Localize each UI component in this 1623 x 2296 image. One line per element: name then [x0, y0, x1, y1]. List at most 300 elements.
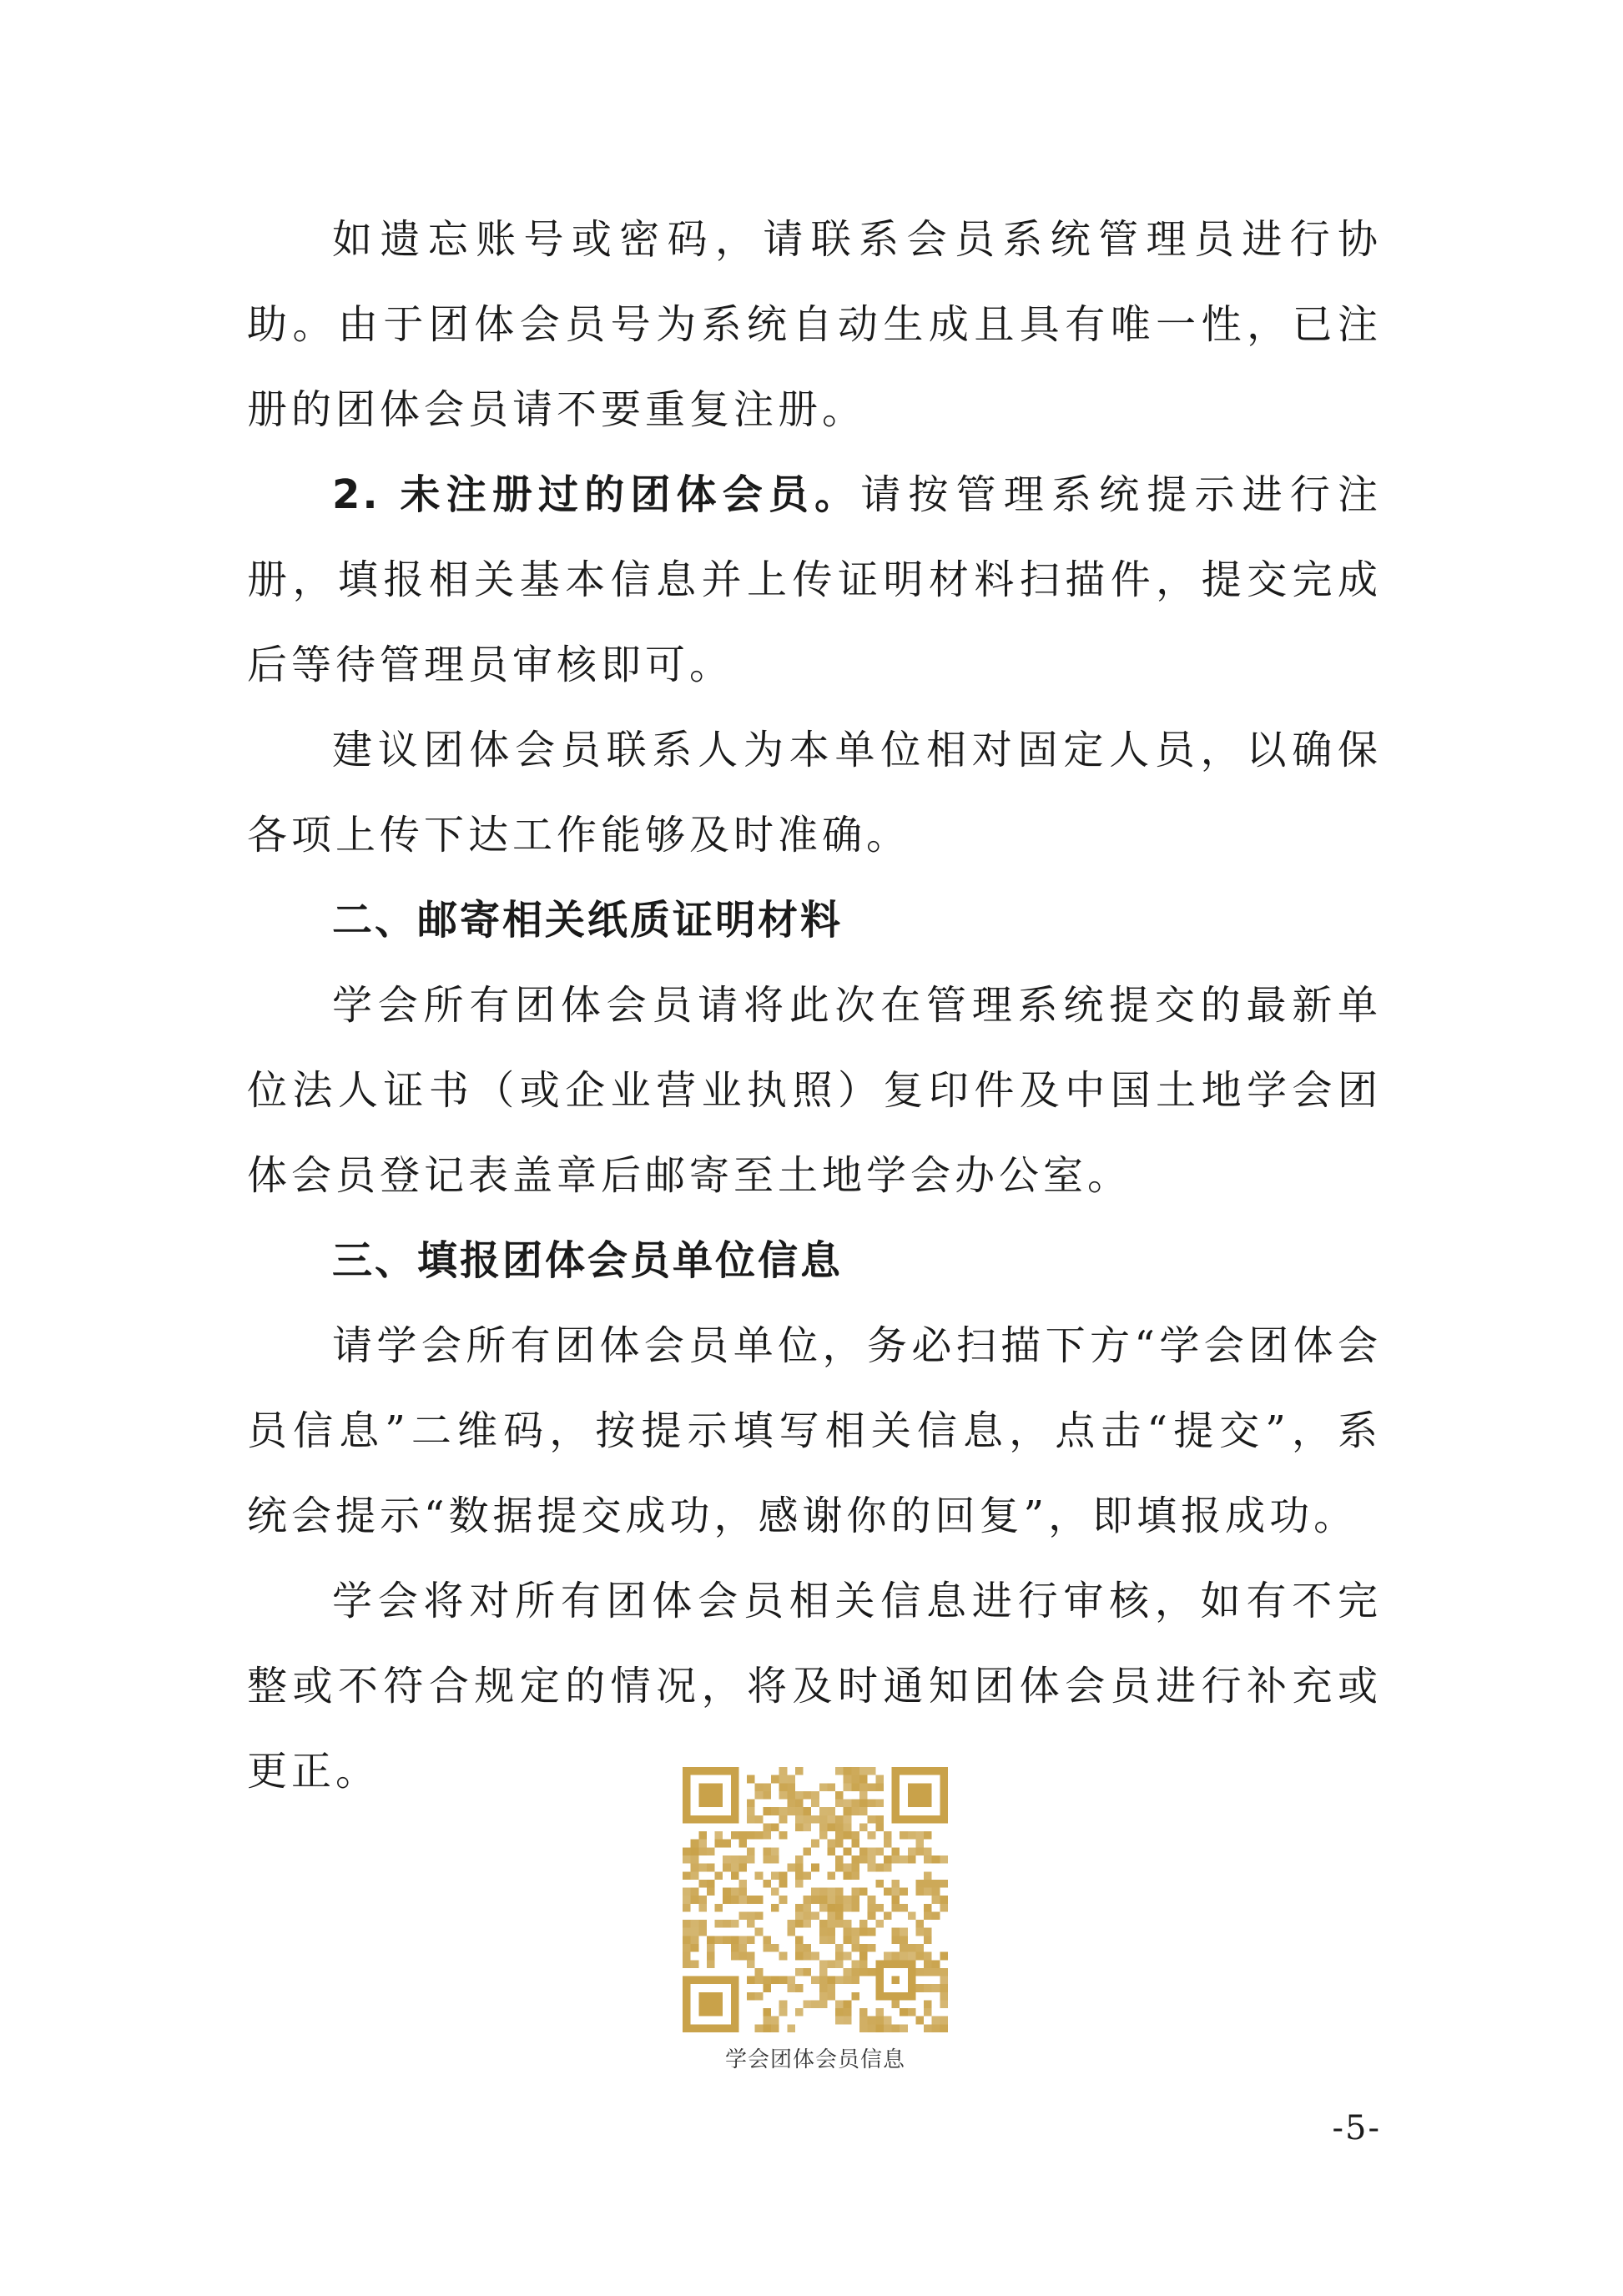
- qr-module: [884, 1840, 892, 1848]
- qr-module: [811, 1840, 819, 1848]
- qr-module: [811, 1976, 819, 1985]
- qr-module: [738, 1896, 747, 1904]
- qr-module: [859, 1767, 868, 1775]
- qr-module: [908, 1911, 916, 1920]
- qr-module: [940, 1952, 948, 1961]
- section-heading-fill-info: 三、填报团体会员单位信息: [332, 1237, 844, 1284]
- qr-module: [755, 2024, 764, 2032]
- qr-module: [884, 2017, 892, 2025]
- qr-module: [844, 1871, 852, 1880]
- qr-module: [875, 1847, 884, 1855]
- qr-module: [771, 1904, 779, 1912]
- qr-module: [844, 1823, 852, 1831]
- qr-module: [932, 1911, 940, 1920]
- qr-module: [924, 1904, 932, 1912]
- qr-module: [868, 1911, 876, 1920]
- qr-module: [851, 1992, 859, 2001]
- qr-module: [844, 1831, 852, 1840]
- qr-module: [683, 1944, 691, 1952]
- qr-module: [819, 1984, 828, 1992]
- qr-module: [827, 1840, 835, 1848]
- qr-module: [738, 1880, 747, 1888]
- qr-module: [835, 1960, 844, 1968]
- qr-module: [755, 1815, 764, 1824]
- qr-module: [691, 1920, 699, 1928]
- qr-module: [851, 1767, 859, 1775]
- qr-module: [747, 1960, 755, 1968]
- qr-module: [932, 1888, 940, 1896]
- qr-module: [924, 1936, 932, 1944]
- qr-module: [859, 1775, 868, 1784]
- qr-module: [851, 1888, 859, 1896]
- qr-module: [884, 1888, 892, 1896]
- qr-module: [747, 1815, 755, 1824]
- qr-module: [924, 1871, 932, 1880]
- qr-module: [868, 1928, 876, 1936]
- qr-module: [859, 1888, 868, 1896]
- qr-module: [924, 1968, 932, 1976]
- qr-module: [835, 1791, 844, 1800]
- qr-module: [892, 2000, 900, 2008]
- paragraph-account-help: 如遗忘账号或密码，请联系会员系统管理员进行协助。由于团体会员号为系统自动生成且具有唯一性，已注册的团体会员请不要重复注册。: [247, 216, 1382, 433]
- qr-module: [811, 1952, 819, 1961]
- paragraph-mail-materials: 学会所有团体会员请将此次在管理系统提交的最新单位法人证书（或企业营业执照）复印件及中国土地学会团体会员登记表盖章后邮寄至土地学会办公室。: [247, 982, 1382, 1199]
- qr-module: [779, 2008, 788, 2017]
- qr-module: [819, 1976, 828, 1985]
- qr-module: [827, 1823, 835, 1831]
- qr-module: [915, 1880, 924, 1888]
- qr-module: [884, 1952, 892, 1961]
- qr-module: [779, 1831, 788, 1840]
- qr-module: [844, 1904, 852, 1912]
- qr-module: [859, 1920, 868, 1928]
- qr-module: [707, 1936, 715, 1944]
- qr-module: [851, 1775, 859, 1784]
- qr-module: [884, 1831, 892, 1840]
- qr-module: [819, 1888, 828, 1896]
- qr-module: [771, 1888, 779, 1896]
- qr-module: [892, 1936, 900, 1944]
- qr-module: [859, 1847, 868, 1855]
- qr-module: [707, 1952, 715, 1961]
- qr-module: [691, 1960, 699, 1968]
- qr-module: [723, 1936, 731, 1944]
- qr-module: [875, 1904, 884, 1912]
- qr-module: [940, 1992, 948, 2001]
- qr-module: [924, 1831, 932, 1840]
- qr-module: [779, 1807, 788, 1815]
- qr-module: [892, 1896, 900, 1904]
- qr-module: [683, 1936, 691, 1944]
- qr-module: [859, 1800, 868, 1808]
- qr-module: [875, 1800, 884, 1808]
- qr-module: [859, 1855, 868, 1864]
- qr-module: [723, 1840, 731, 1848]
- qr-module: [763, 1880, 771, 1888]
- qr-module: [868, 1896, 876, 1904]
- qr-module: [755, 1992, 764, 2001]
- qr-module: [859, 2008, 868, 2017]
- qr-module: [892, 1888, 900, 1896]
- qr-module: [835, 1815, 844, 1824]
- qr-module: [804, 1791, 812, 1800]
- qr-module: [779, 1880, 788, 1888]
- qr-module: [868, 2017, 876, 2025]
- qr-module: [715, 1831, 723, 1840]
- qr-module: [835, 2008, 844, 2017]
- qr-module: [915, 1952, 924, 1961]
- qr-module: [915, 1944, 924, 1952]
- qr-module: [884, 2024, 892, 2032]
- qr-module: [819, 1960, 828, 1968]
- qr-module: [940, 1976, 948, 1985]
- qr-module: [940, 2017, 948, 2025]
- qr-module: [932, 1968, 940, 1976]
- qr-module: [683, 1928, 691, 1936]
- paragraph-body-unregistered: 请按管理系统提示进行注册，填报相关基本信息并上传证明材料扫描件，提交完成后等待管理员审核即可。: [247, 471, 1382, 688]
- qr-module: [787, 1976, 795, 1985]
- qr-module: [747, 1855, 755, 1864]
- qr-module: [844, 1847, 852, 1855]
- qr-module: [747, 1831, 755, 1840]
- qr-module: [859, 2024, 868, 2032]
- qr-module: [924, 1952, 932, 1961]
- qr-module: [892, 1847, 900, 1855]
- qr-module: [835, 1888, 844, 1896]
- qr-module: [698, 1904, 707, 1912]
- qr-module: [763, 2017, 771, 2025]
- qr-module: [731, 1831, 739, 1840]
- qr-module: [811, 2000, 819, 2008]
- qr-module: [940, 1984, 948, 1992]
- qr-module: [731, 1871, 739, 1880]
- qr-module: [932, 1855, 940, 1864]
- qr-module: [787, 1791, 795, 1800]
- qr-module: [940, 1855, 948, 1864]
- qr-module: [819, 1807, 828, 1815]
- qr-module: [844, 1976, 852, 1985]
- qr-module: [835, 2017, 844, 2025]
- qr-module: [804, 1920, 812, 1928]
- qr-module: [763, 2024, 771, 2032]
- paragraph-scan-qr: 请学会所有团体会员单位，务必扫描下方“学会团体会员信息”二维码，按提示填写相关信息，点击“提交”，系统会提示“数据提交成功，感谢你的回复”，即填报成功。: [247, 1322, 1382, 1539]
- qr-module: [779, 1767, 788, 1775]
- qr-module: [698, 1840, 707, 1848]
- qr-module: [691, 1888, 699, 1896]
- qr-module: [819, 1992, 828, 2001]
- qr-module: [804, 1815, 812, 1824]
- qr-module: [940, 1896, 948, 1904]
- qr-module: [900, 1855, 908, 1864]
- qr-module: [859, 1783, 868, 1791]
- qr-module: [868, 1864, 876, 1872]
- qr-module: [731, 1855, 739, 1864]
- qr-module: [900, 1831, 908, 1840]
- qr-module: [804, 1952, 812, 1961]
- qr-module: [827, 1783, 835, 1791]
- qr-module: [940, 1968, 948, 1976]
- qr-module: [819, 1831, 828, 1840]
- qr-module: [835, 1855, 844, 1864]
- qr-module: [779, 1871, 788, 1880]
- qr-module: [763, 1783, 771, 1791]
- qr-module: [915, 1847, 924, 1855]
- qr-module: [715, 1871, 723, 1880]
- qr-module: [819, 1920, 828, 1928]
- qr-module: [844, 1864, 852, 1872]
- qr-module: [804, 1944, 812, 1952]
- qr-module: [844, 1807, 852, 1815]
- qr-module: [731, 1944, 739, 1952]
- qr-module: [771, 1976, 779, 1985]
- qr-module: [755, 1928, 764, 1936]
- qr-module: [835, 1896, 844, 1904]
- qr-module: [819, 1783, 828, 1791]
- qr-module: [691, 1936, 699, 1944]
- paragraph-unregistered-members: [247, 452, 1382, 707]
- qr-module: [932, 1896, 940, 1904]
- qr-module: [875, 2024, 884, 2032]
- qr-module: [844, 1896, 852, 1904]
- qr-module: [747, 1920, 755, 1928]
- qr-module: [795, 1823, 804, 1831]
- qr-module: [932, 2024, 940, 2032]
- qr-module: [844, 1968, 852, 1976]
- qr-module: [851, 1864, 859, 1872]
- qr-module: [835, 1904, 844, 1912]
- qr-module: [924, 1880, 932, 1888]
- qr-module: [811, 1888, 819, 1896]
- qr-module: [827, 1896, 835, 1904]
- qr-module: [835, 1864, 844, 1872]
- qr-module: [875, 1920, 884, 1928]
- qr-module: [779, 1976, 788, 1985]
- qr-module: [795, 1911, 804, 1920]
- qr-module: [915, 1968, 924, 1976]
- qr-module: [844, 2000, 852, 2008]
- qr-module: [924, 1960, 932, 1968]
- qr-module: [683, 1952, 691, 1961]
- qr-module: [827, 1911, 835, 1920]
- qr-module: [908, 1952, 916, 1961]
- qr-module: [755, 1976, 764, 1985]
- qr-module: [698, 1864, 707, 1872]
- qr-module: [851, 1840, 859, 1848]
- qr-module: [859, 1791, 868, 1800]
- qr-module: [763, 2008, 771, 2017]
- qr-module: [804, 1896, 812, 1904]
- qr-module: [851, 1871, 859, 1880]
- qr-module: [707, 1847, 715, 1855]
- qr-module: [779, 1896, 788, 1904]
- qr-module: [884, 1864, 892, 1872]
- qr-module: [691, 1871, 699, 1880]
- qr-module: [915, 1840, 924, 1848]
- qr-module: [844, 2017, 852, 2025]
- qr-module: [723, 1864, 731, 1872]
- qr-module: [707, 1880, 715, 1888]
- qr-module: [875, 1783, 884, 1791]
- qr-module: [771, 1944, 779, 1952]
- qr-module: [835, 1952, 844, 1961]
- qr-module: [771, 1807, 779, 1815]
- qr-module: [804, 1904, 812, 1912]
- qr-module: [827, 1847, 835, 1855]
- qr-module: [940, 1880, 948, 1888]
- qr-module: [747, 1992, 755, 2001]
- qr-module: [683, 1871, 691, 1880]
- page-number: -5-: [1332, 2109, 1381, 2147]
- qr-module: [844, 1783, 852, 1791]
- qr-module: [787, 1984, 795, 1992]
- qr-module: [819, 1936, 828, 1944]
- qr-module: [755, 1896, 764, 1904]
- qr-module: [795, 1815, 804, 1824]
- qr-module: [691, 1928, 699, 1936]
- qr-code-block: [683, 1767, 948, 2073]
- qr-module: [771, 1871, 779, 1880]
- qr-module: [940, 2000, 948, 2008]
- qr-module: [787, 1920, 795, 1928]
- qr-module: [875, 1815, 884, 1824]
- qr-module: [787, 1800, 795, 1808]
- qr-module: [779, 2000, 788, 2008]
- qr-module: [924, 2000, 932, 2008]
- qr-module: [924, 1984, 932, 1992]
- qr-module: [819, 1823, 828, 1831]
- qr-module: [738, 1952, 747, 1961]
- qr-module: [747, 1775, 755, 1784]
- qr-module: [747, 1911, 755, 1920]
- qr-module: [795, 1904, 804, 1912]
- qr-finder-inner: [698, 1992, 723, 2017]
- qr-module: [859, 1944, 868, 1952]
- qr-module: [771, 2024, 779, 2032]
- qr-module: [859, 1952, 868, 1961]
- qr-module: [683, 1888, 691, 1896]
- qr-module: [804, 1807, 812, 1815]
- qr-module: [900, 2024, 908, 2032]
- qr-module: [908, 1847, 916, 1855]
- qr-module: [715, 1936, 723, 1944]
- qr-module: [819, 1928, 828, 1936]
- qr-module: [771, 1823, 779, 1831]
- qr-module: [795, 1864, 804, 1872]
- qr-module: [859, 1807, 868, 1815]
- qr-module: [723, 1920, 731, 1928]
- qr-module: [787, 1807, 795, 1815]
- qr-module: [868, 1815, 876, 1824]
- qr-module: [835, 2000, 844, 2008]
- paragraph-review: 学会将对所有团体会员相关信息进行审核，如有不完整或不符合规定的情况，将及时通知团体会员进行补充或更正。: [247, 1578, 1382, 1795]
- qr-module: [827, 1888, 835, 1896]
- qr-module: [755, 1968, 764, 1976]
- qr-module: [892, 1880, 900, 1888]
- qr-module: [683, 1960, 691, 1968]
- qr-module: [763, 1936, 771, 1944]
- qr-module: [771, 1775, 779, 1784]
- qr-alignment-inner: [892, 1976, 900, 1985]
- qr-module: [738, 1911, 747, 1920]
- qr-module: [787, 1928, 795, 1936]
- qr-module: [868, 1855, 876, 1864]
- qr-module: [763, 1791, 771, 1800]
- qr-module: [875, 2017, 884, 2025]
- qr-module: [835, 1800, 844, 1808]
- qr-module: [875, 2008, 884, 2017]
- qr-module: [731, 1936, 739, 1944]
- qr-module: [804, 1823, 812, 1831]
- qr-module: [940, 1904, 948, 1912]
- qr-code-image[interactable]: [683, 1767, 948, 2032]
- qr-module: [851, 1960, 859, 1968]
- qr-module: [763, 1855, 771, 1864]
- qr-module: [924, 1911, 932, 1920]
- qr-module: [940, 2024, 948, 2032]
- qr-module: [691, 1864, 699, 1872]
- qr-module: [844, 1767, 852, 1775]
- qr-module: [779, 1783, 788, 1791]
- qr-module: [747, 1976, 755, 1985]
- qr-module: [715, 1920, 723, 1928]
- qr-module: [787, 1775, 795, 1784]
- qr-module: [827, 1815, 835, 1824]
- qr-module: [707, 1864, 715, 1872]
- qr-module: [804, 1911, 812, 1920]
- qr-module: [683, 1847, 691, 1855]
- qr-module: [924, 2024, 932, 2032]
- qr-module: [795, 1871, 804, 1880]
- qr-module: [738, 1855, 747, 1864]
- qr-module: [819, 1896, 828, 1904]
- qr-module: [804, 1847, 812, 1855]
- qr-module: [915, 1928, 924, 1936]
- qr-module: [844, 1815, 852, 1824]
- qr-module: [691, 1855, 699, 1864]
- qr-module: [900, 1936, 908, 1944]
- document-body: [247, 197, 1382, 1814]
- qr-module: [819, 1904, 828, 1912]
- qr-module: [875, 1775, 884, 1784]
- qr-module: [738, 1888, 747, 1896]
- qr-module: [683, 1855, 691, 1864]
- qr-module: [900, 2008, 908, 2017]
- qr-module: [884, 1911, 892, 1920]
- qr-module: [835, 1823, 844, 1831]
- qr-module: [827, 1920, 835, 1928]
- qr-module: [738, 1831, 747, 1840]
- qr-module: [924, 2008, 932, 2017]
- qr-module: [851, 1783, 859, 1791]
- qr-module: [787, 1864, 795, 1872]
- qr-finder-inner: [908, 1783, 932, 1807]
- qr-module: [779, 1791, 788, 1800]
- qr-module: [851, 1976, 859, 1985]
- qr-module: [795, 1944, 804, 1952]
- qr-module: [731, 1888, 739, 1896]
- qr-module: [827, 1936, 835, 1944]
- qr-module: [715, 1840, 723, 1848]
- qr-module: [835, 1944, 844, 1952]
- qr-module: [835, 1831, 844, 1840]
- qr-module: [819, 1815, 828, 1824]
- qr-module: [915, 1831, 924, 1840]
- qr-module: [868, 1968, 876, 1976]
- qr-module: [795, 1855, 804, 1864]
- qr-module: [691, 1847, 699, 1855]
- qr-module: [747, 1807, 755, 1815]
- qr-module: [723, 1855, 731, 1864]
